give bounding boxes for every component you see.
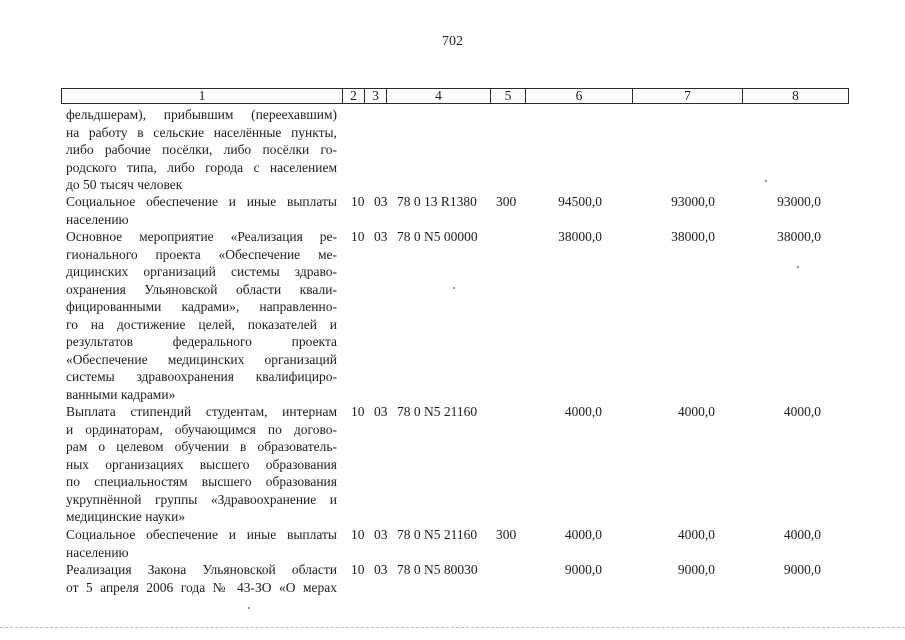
cell-amount-col8: 4000,0 xyxy=(783,404,821,419)
row-description-line: фицированными кадрами», направленно- xyxy=(66,299,337,314)
cell-amount-col6: 4000,0 xyxy=(564,527,602,542)
page-number: 702 xyxy=(442,34,463,49)
cell-subsection: 03 xyxy=(374,194,388,209)
cell-amount-col8: 9000,0 xyxy=(783,562,821,577)
cell-amount-col7: 9000,0 xyxy=(677,562,715,577)
header-cell-7: 7 xyxy=(632,89,742,103)
header-cell-3: 3 xyxy=(364,89,386,103)
cell-amount-col8: 38000,0 xyxy=(777,229,821,244)
row-description-line: дицинских организаций системы здраво- xyxy=(66,264,337,279)
header-cell-5: 5 xyxy=(490,89,525,103)
row-description-line: «Обеспечение медицинских организаций xyxy=(66,351,337,367)
row-description-line: либо рабочие посёлки, либо посёлки го- xyxy=(66,142,337,157)
row-description-line: системы здравоохранения квалифициро- xyxy=(66,369,337,384)
cell-section: 10 xyxy=(351,194,365,209)
row-description-line: охранения Ульяновской области квали- xyxy=(66,281,337,297)
row-description-line: Основное мероприятие «Реализация ре- xyxy=(66,229,337,244)
row-description-line: населению xyxy=(66,211,129,227)
cell-section: 10 xyxy=(351,229,365,244)
cell-amount-col7: 4000,0 xyxy=(677,527,715,542)
row-description-line: Социальное обеспечение и иные выплаты xyxy=(66,527,337,542)
header-cell-8: 8 xyxy=(742,89,848,103)
row-description-line: укрупнённой группы «Здравоохранение и xyxy=(66,491,337,507)
row-description-line: Социальное обеспечение и иные выплаты xyxy=(66,194,337,209)
cell-section: 10 xyxy=(351,527,365,542)
row-description-line: го на достижение целей, показателей и xyxy=(66,316,337,332)
cell-amount-col7: 93000,0 xyxy=(671,194,715,209)
cell-subsection: 03 xyxy=(374,404,388,419)
row-description-line: ванными кадрами» xyxy=(66,386,176,402)
row-description xyxy=(66,403,337,526)
cell-amount-col8: 4000,0 xyxy=(783,527,821,542)
cell-subsection: 03 xyxy=(374,527,388,542)
row-description xyxy=(66,526,337,561)
cell-target-article: 78 0 N5 00000 xyxy=(397,229,478,244)
cell-amount-col6: 9000,0 xyxy=(564,562,602,577)
cell-amount-col7: 4000,0 xyxy=(677,404,715,419)
header-cell-4: 4 xyxy=(386,89,490,103)
scan-speck xyxy=(765,180,767,182)
row-description-line: ных организациях высшего образования xyxy=(66,456,337,472)
row-description-line: на работу в сельские населённые пункты, xyxy=(66,124,337,140)
row-description-line: результатов федерального проекта xyxy=(66,334,337,349)
row-description xyxy=(66,193,337,228)
cell-section: 10 xyxy=(351,562,365,577)
cell-amount-col6: 4000,0 xyxy=(564,404,602,419)
cell-amount-col7: 38000,0 xyxy=(671,229,715,244)
scan-speck xyxy=(248,607,250,609)
row-description-line: гионального проекта «Обеспечение ме- xyxy=(66,246,337,262)
cell-target-article: 78 0 N5 80030 xyxy=(397,562,478,577)
row-description-line: до 50 тысяч человек xyxy=(66,177,183,192)
cell-amount-col6: 38000,0 xyxy=(558,229,602,244)
row-description xyxy=(66,561,337,596)
cell-target-article: 78 0 N5 21160 xyxy=(397,404,478,419)
header-cell-2: 2 xyxy=(342,89,364,103)
scan-speck xyxy=(797,266,799,268)
row-description-line: рам о целевом обучении в образователь- xyxy=(66,439,337,454)
scan-speck xyxy=(453,287,455,289)
cell-subsection: 03 xyxy=(374,562,388,577)
row-description-line: Реализация Закона Ульяновской области xyxy=(66,562,337,577)
row-description-line: и ординаторам, обучающимся по догово- xyxy=(66,421,337,437)
row-description xyxy=(66,228,337,403)
cell-amount-col6: 94500,0 xyxy=(558,194,602,209)
cell-target-article: 78 0 13 R1380 xyxy=(397,194,477,209)
cell-expense-type: 300 xyxy=(496,194,517,209)
cell-amount-col8: 93000,0 xyxy=(777,194,821,209)
cell-section: 10 xyxy=(351,404,365,419)
row-description xyxy=(66,106,337,194)
row-description-line: родского типа, либо города с населением xyxy=(66,159,337,175)
row-description-line: по специальностям высшего образования xyxy=(66,474,337,489)
header-cell-6: 6 xyxy=(525,89,632,103)
scan-edge-artifact xyxy=(0,627,905,630)
cell-subsection: 03 xyxy=(374,229,388,244)
cell-expense-type: 300 xyxy=(496,527,517,542)
row-description-line: фельдшерам), прибывшим (переехавшим) xyxy=(66,107,337,122)
row-description-line: населению xyxy=(66,544,129,560)
row-description-line: Выплата стипендий студентам, интернам xyxy=(66,404,337,419)
row-description-line: от 5 апреля 2006 года № 43-ЗО «О мерах xyxy=(66,579,337,595)
cell-target-article: 78 0 N5 21160 xyxy=(397,527,478,542)
row-description-line: медицинские науки» xyxy=(66,509,186,524)
header-cell-1: 1 xyxy=(198,88,206,103)
